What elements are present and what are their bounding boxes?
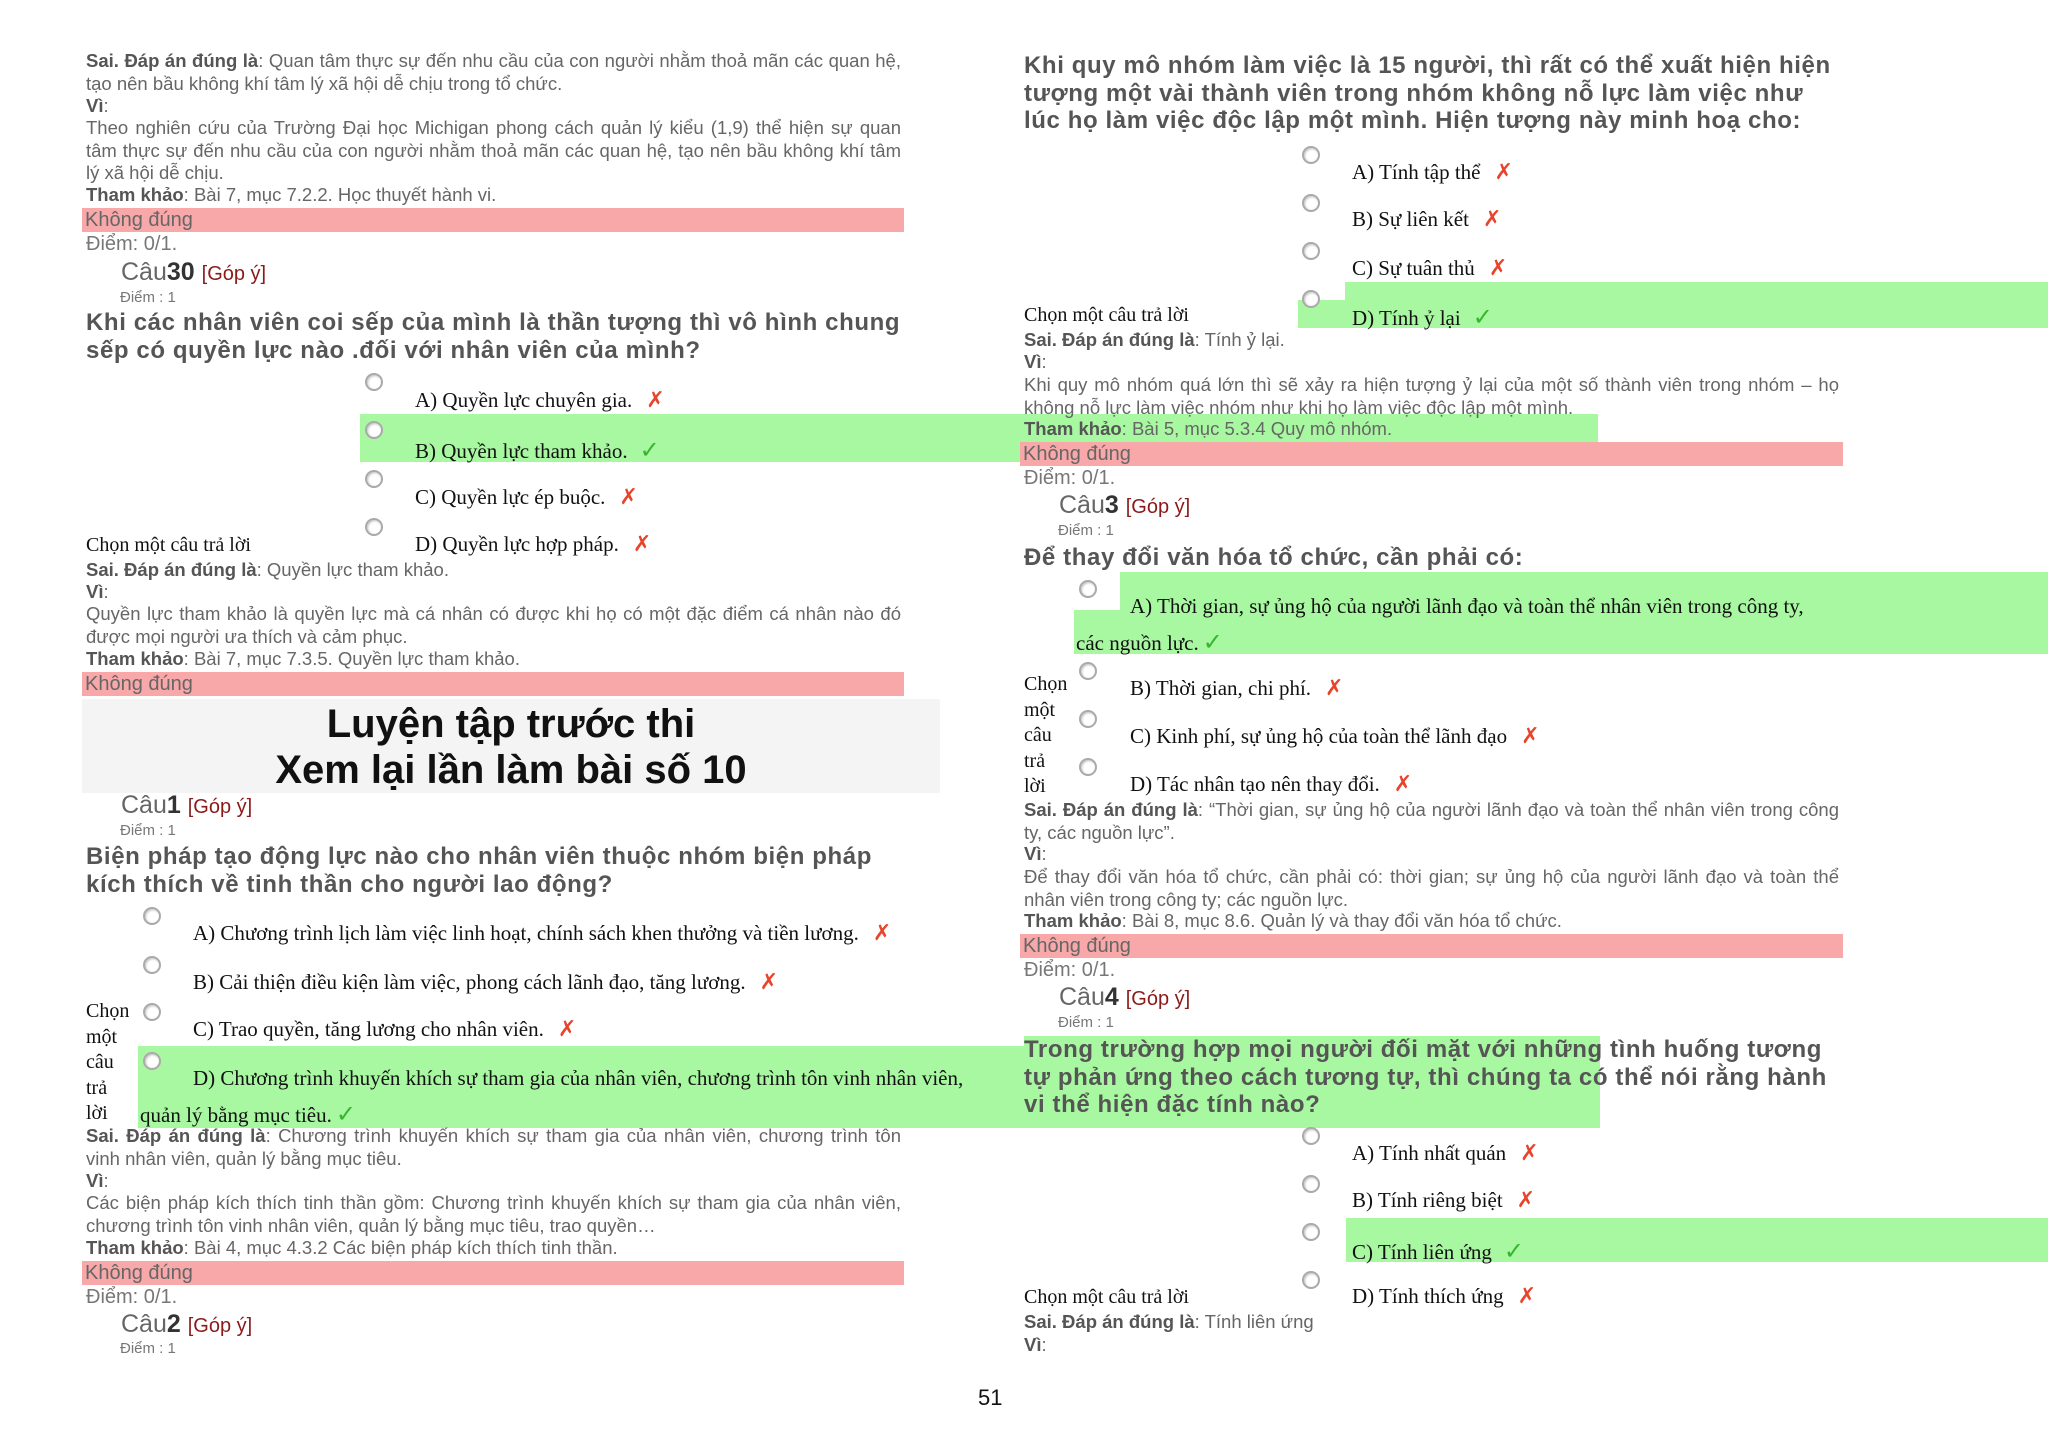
option-a[interactable]: A) Chương trình lịch làm việc linh hoạt, chính sách khen thưởng và tiền lương. ✗: [193, 921, 892, 946]
radio-option-a[interactable]: [1302, 1127, 1320, 1145]
radio-option-b[interactable]: [1302, 1175, 1320, 1193]
question-number: Câu2 [Góp ý]: [121, 1310, 253, 1338]
radio-option-c[interactable]: [1302, 1223, 1320, 1241]
option-d[interactable]: D) Tính thích ứng ✗: [1352, 1284, 1537, 1309]
wrong-mark-icon: ✗: [872, 921, 892, 946]
radio-option-d[interactable]: [1302, 1271, 1320, 1289]
sai-answer-text: Sai. Đáp án đúng là: Quyền lực tham khảo.: [86, 559, 449, 580]
feedback-link[interactable]: [Góp ý]: [1125, 496, 1191, 518]
choose-answer-label: Chọn một câu trả lời: [1024, 1286, 1189, 1308]
question-text: Để thay đổi văn hóa tổ chức, cần phải có:: [1024, 544, 1524, 571]
option-b[interactable]: B) Quyền lực tham khảo. ✓: [415, 436, 660, 464]
wrong-mark-icon: ✗: [1494, 160, 1513, 185]
question-text: Trong trường hợp mọi người đối mặt với những tình huống tương tự phản ứng theo cách tương tự, thì chúng ta có thể nói rằng hành vi thể hiện đặc tính nào?: [1024, 1036, 1827, 1118]
feedback-link[interactable]: [Góp ý]: [201, 263, 267, 285]
vi-label: Vì:: [86, 95, 109, 116]
points-label: Điểm : 1: [1058, 522, 1114, 539]
question-number: Câu3 [Góp ý]: [1059, 491, 1191, 519]
section-heading: [82, 699, 940, 793]
option-a[interactable]: A) Tính tập thể ✗: [1352, 160, 1513, 185]
sai-answer-text: Sai. Đáp án đúng là: “Thời gian, sự ủng hộ của người lãnh đạo và toàn thể nhân viên trong công ty, các nguồn lực”.: [1024, 799, 1839, 843]
radio-option-d[interactable]: [1302, 290, 1320, 308]
vi-text: Khi quy mô nhóm quá lớn thì sẽ xảy ra hiện tượng ỷ lại của một số thành viên trong nhóm – họ không nỗ lực làm việc nhóm như khi họ làm việc độc lập một mình.: [1024, 374, 1839, 418]
vi-label: Vì:: [1024, 351, 1047, 372]
heading-line-1: Luyện tập trước thi: [326, 702, 696, 746]
option-c[interactable]: C) Quyền lực ép buộc. ✗: [415, 485, 638, 510]
question-number: Câu4 [Góp ý]: [1059, 983, 1191, 1011]
option-a-continued: các nguồn lực. ✓: [1076, 628, 1223, 656]
wrong-mark-icon: ✗: [632, 532, 652, 557]
option-d[interactable]: D) Tính ỷ lại ✓: [1352, 303, 1493, 331]
wrong-banner: Không đúng: [82, 672, 904, 696]
vi-label: Vì:: [86, 581, 109, 602]
choose-answer-label: Chọn một câu trả lời: [1024, 673, 1068, 797]
radio-option-d[interactable]: [365, 518, 383, 536]
option-b[interactable]: B) Tính riêng biệt ✗: [1352, 1188, 1536, 1213]
correct-mark-icon: ✓: [639, 436, 660, 464]
option-b[interactable]: B) Cải thiện điều kiện làm việc, phong cách lãnh đạo, tăng lương. ✗: [193, 970, 779, 995]
vi-text: Quyền lực tham khảo là quyền lực mà cá nhân có được khi họ có một đặc điểm cá nhân nào đó được mọi người ưa thích và cảm phục.: [86, 603, 901, 647]
option-b[interactable]: B) Thời gian, chi phí. ✗: [1130, 676, 1344, 701]
wrong-mark-icon: ✗: [1325, 676, 1344, 701]
radio-option-c[interactable]: [365, 470, 383, 488]
wrong-mark-icon: ✗: [1393, 772, 1413, 797]
wrong-mark-icon: ✗: [1520, 1141, 1539, 1166]
radio-option-a[interactable]: [365, 373, 383, 391]
correct-mark-icon: ✓: [1202, 628, 1223, 656]
wrong-banner: Không đúng: [82, 1261, 904, 1285]
option-d[interactable]: D) Quyền lực hợp pháp. ✗: [415, 532, 652, 557]
wrong-mark-icon: ✗: [646, 388, 665, 413]
wrong-banner: Không đúng: [82, 208, 904, 232]
question-text: Biện pháp tạo động lực nào cho nhân viên thuộc nhóm biện pháp kích thích về tinh thần cho người lao động?: [86, 843, 872, 898]
score-text: Điểm: 0/1.: [1024, 959, 1116, 981]
page-number: 51: [978, 1385, 1003, 1410]
vi-label: Vì:: [1024, 843, 1047, 864]
option-a[interactable]: A) Tính nhất quán ✗: [1352, 1141, 1539, 1166]
option-d-continued: quản lý bằng mục tiêu. ✓: [140, 1100, 356, 1128]
option-d[interactable]: D) Chương trình khuyến khích sự tham gia của nhân viên, chương trình tôn vinh nhân viên,: [193, 1066, 964, 1090]
option-c[interactable]: C) Trao quyền, tăng lương cho nhân viên. ✗: [193, 1017, 577, 1042]
radio-option-a[interactable]: [143, 907, 161, 925]
choose-answer-label: Chọn một câu trả lời: [1024, 304, 1189, 326]
radio-option-a[interactable]: [1079, 580, 1097, 598]
score-text: Điểm: 0/1.: [86, 1286, 178, 1308]
wrong-banner: Không đúng: [1020, 442, 1843, 466]
feedback-link[interactable]: [Góp ý]: [1125, 988, 1191, 1010]
choose-answer-label: Chọn một câu trả lời: [86, 1000, 130, 1124]
radio-option-b[interactable]: [365, 421, 383, 439]
correct-mark-icon: ✓: [1503, 1237, 1525, 1265]
option-c[interactable]: C) Kinh phí, sự ủng hộ của toàn thể lãnh đạo ✗: [1130, 724, 1540, 749]
option-c[interactable]: C) Sự tuân thủ ✗: [1352, 256, 1508, 281]
correct-mark-icon: ✓: [335, 1100, 356, 1128]
feedback-link[interactable]: [Góp ý]: [187, 796, 253, 818]
option-a[interactable]: A) Quyền lực chuyên gia. ✗: [415, 388, 665, 413]
sai-answer-text: Sai. Đáp án đúng là: Tính liên ứng: [1024, 1311, 1314, 1332]
reference-text: Tham khảo: Bài 5, mục 5.3.4 Quy mô nhóm.: [1024, 418, 1393, 439]
heading-line-2: Xem lại lần làm bài số 10: [275, 748, 747, 792]
wrong-mark-icon: ✗: [1482, 207, 1502, 232]
question-text: Khi các nhân viên coi sếp của mình là thần tượng thì vô hình chung sếp có quyền lực nào .đối với nhân viên của mình?: [86, 309, 901, 364]
option-b[interactable]: B) Sự liên kết ✗: [1352, 207, 1502, 232]
reference-text: Tham khảo: Bài 8, mục 8.6. Quản lý và thay đổi văn hóa tổ chức.: [1024, 910, 1562, 931]
wrong-mark-icon: ✗: [1516, 1188, 1536, 1213]
wrong-mark-icon: ✗: [1488, 256, 1508, 281]
reference-text: Tham khảo: Bài 7, mục 7.3.5. Quyền lực tham khảo.: [86, 648, 520, 669]
feedback-link[interactable]: [Góp ý]: [187, 1315, 253, 1337]
wrong-banner: Không đúng: [1020, 934, 1843, 958]
wrong-mark-icon: ✗: [557, 1017, 577, 1042]
sai-answer-text: Sai. Đáp án đúng là: Tính ỷ lại.: [1024, 329, 1285, 350]
reference-text: Tham khảo: Bài 7, mục 7.2.2. Học thuyết hành vi.: [86, 184, 497, 205]
reference-text: Tham khảo: Bài 4, mục 4.3.2 Các biện pháp kích thích tinh thần.: [86, 1237, 618, 1258]
vi-label: Vì:: [86, 1170, 109, 1191]
points-label: Điểm : 1: [120, 1340, 176, 1357]
score-text: Điểm: 0/1.: [1024, 467, 1116, 489]
points-label: Điểm : 1: [1058, 1014, 1114, 1031]
correct-mark-icon: ✓: [1472, 303, 1493, 331]
score-text: Điểm: 0/1.: [86, 233, 178, 255]
radio-option-a[interactable]: [1302, 146, 1320, 164]
radio-option-b[interactable]: [143, 956, 161, 974]
question-number: Câu30 [Góp ý]: [121, 258, 267, 286]
option-c[interactable]: C) Tính liên ứng ✓: [1352, 1237, 1525, 1265]
radio-option-b[interactable]: [1302, 194, 1320, 212]
radio-option-c[interactable]: [1302, 242, 1320, 260]
wrong-mark-icon: ✗: [1521, 724, 1540, 749]
sai-answer-text: Sai. Đáp án đúng là: Chương trình khuyến khích sự tham gia của nhân viên, chương trình tôn vinh nhân viên, quản lý bằng mục tiêu.: [86, 1125, 901, 1169]
wrong-mark-icon: ✗: [1517, 1284, 1537, 1309]
vi-text: Để thay đổi văn hóa tổ chức, cần phải có: thời gian; sự ủng hộ của người lãnh đạo và toàn thể nhân viên trong công ty; các nguồn lực.: [1024, 866, 1839, 910]
choose-answer-label: Chọn một câu trả lời: [86, 534, 251, 556]
option-a[interactable]: A) Thời gian, sự ủng hộ của người lãnh đạo và toàn thể nhân viên trong công ty,: [1130, 594, 1804, 618]
points-label: Điểm : 1: [120, 289, 176, 306]
vi-text: Các biện pháp kích thích tinh thần gồm: Chương trình khuyến khích sự tham gia của nhân viên, chương trình tôn vinh nhân viên, quản lý bằng mục tiêu, trao quyền…: [86, 1192, 901, 1236]
vi-text: Theo nghiên cứu của Trường Đại học Michigan phong cách quản lý kiểu (1,9) thể hiện sự quan tâm thực sự đến nhu cầu của con người nhằm thoả mãn các quan hệ, tạo nên bầu không khí tâm lý xã hội dễ chịu.: [86, 117, 901, 183]
question-text: Khi quy mô nhóm làm việc là 15 người, thì rất có thể xuất hiện hiện tượng một vài thành viên trong nhóm không nỗ lực làm việc như lúc họ làm việc độc lập một mình. Hiện tượng này minh hoạ cho:: [1024, 52, 1831, 134]
wrong-mark-icon: ✗: [759, 970, 779, 995]
wrong-mark-icon: ✗: [619, 485, 638, 510]
sai-answer-text: Sai. Đáp án đúng là: Quan tâm thực sự đến nhu cầu của con người nhằm thoả mãn các quan hệ, tạo nên bầu không khí tâm lý xã hội dễ chịu trong tổ chức.: [86, 50, 901, 94]
vi-label: Vì:: [1024, 1334, 1047, 1355]
points-label: Điểm : 1: [120, 822, 176, 839]
question-number: Câu1 [Góp ý]: [121, 791, 253, 819]
option-d[interactable]: D) Tác nhân tạo nên thay đổi. ✗: [1130, 772, 1413, 797]
